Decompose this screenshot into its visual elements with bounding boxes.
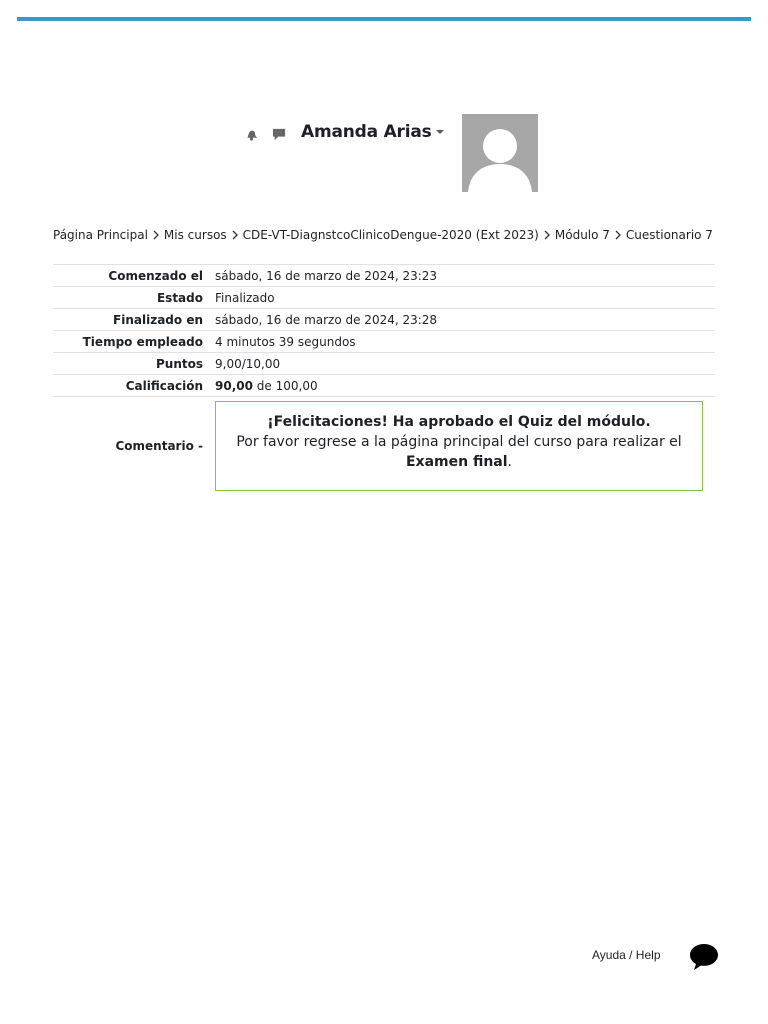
breadcrumb-course[interactable]: CDE-VT-DiagnstcoClinicoDengue-2020 (Ext 2023) [242, 228, 539, 242]
started-label: Comenzado el [53, 265, 209, 287]
user-menu-toggle[interactable] [301, 122, 444, 142]
summary-row-grade [53, 375, 715, 397]
chevron-right-icon [610, 230, 626, 240]
started-value: sábado, 16 de marzo de 2024, 23:23 [209, 265, 715, 287]
breadcrumb [53, 228, 713, 242]
chevron-right-icon [539, 230, 555, 240]
grade-value [209, 375, 715, 397]
feedback-instruction: Por favor regrese a la página principal del curso para realizar el [236, 434, 682, 450]
breadcrumb-module[interactable]: Módulo 7 [554, 228, 610, 242]
time-value: 4 minutos 39 segundos [209, 331, 715, 353]
summary-row-time [53, 331, 715, 353]
feedback-congrats: ¡Felicitaciones! Ha aprobado el Quiz del módulo. [267, 414, 651, 430]
feedback-box [215, 401, 703, 491]
top-accent-bar [17, 17, 751, 21]
points-value: 9,00/10,00 [209, 353, 715, 375]
state-label: Estado [53, 287, 209, 309]
summary-row-finished [53, 309, 715, 331]
finished-value: sábado, 16 de marzo de 2024, 23:28 [209, 309, 715, 331]
chat-bubble-icon[interactable] [688, 940, 720, 972]
chevron-right-icon [227, 230, 243, 240]
avatar[interactable] [462, 114, 538, 192]
user-silhouette-icon [462, 114, 538, 192]
grade-label: Calificación [53, 375, 209, 397]
grade-max: de 100,00 [252, 378, 318, 393]
comment-label: Comentario - [53, 397, 209, 496]
summary-row-started [53, 265, 715, 287]
grade-score: 90,00 [215, 378, 253, 393]
breadcrumb-quiz[interactable]: Cuestionario 7 [625, 228, 713, 242]
feedback-final-exam: Examen final [405, 454, 508, 470]
chevron-down-icon [436, 130, 444, 134]
breadcrumb-my-courses[interactable]: Mis cursos [163, 228, 227, 242]
points-label: Puntos [53, 353, 209, 375]
comment-value [209, 397, 715, 496]
chat-icon[interactable] [271, 126, 287, 142]
feedback-period: . [507, 454, 512, 470]
summary-row-points [53, 353, 715, 375]
breadcrumb-home[interactable]: Página Principal [53, 228, 148, 242]
chevron-right-icon [148, 230, 164, 240]
state-value: Finalizado [209, 287, 715, 309]
bell-icon[interactable] [243, 126, 259, 142]
help-label[interactable]: Ayuda / Help [592, 948, 661, 962]
user-name: Amanda Arias [301, 122, 432, 142]
quiz-review-summary [53, 264, 715, 495]
time-label: Tiempo empleado [53, 331, 209, 353]
finished-label: Finalizado en [53, 309, 209, 331]
summary-row-comment [53, 397, 715, 496]
summary-row-state [53, 287, 715, 309]
user-menu [243, 114, 538, 194]
